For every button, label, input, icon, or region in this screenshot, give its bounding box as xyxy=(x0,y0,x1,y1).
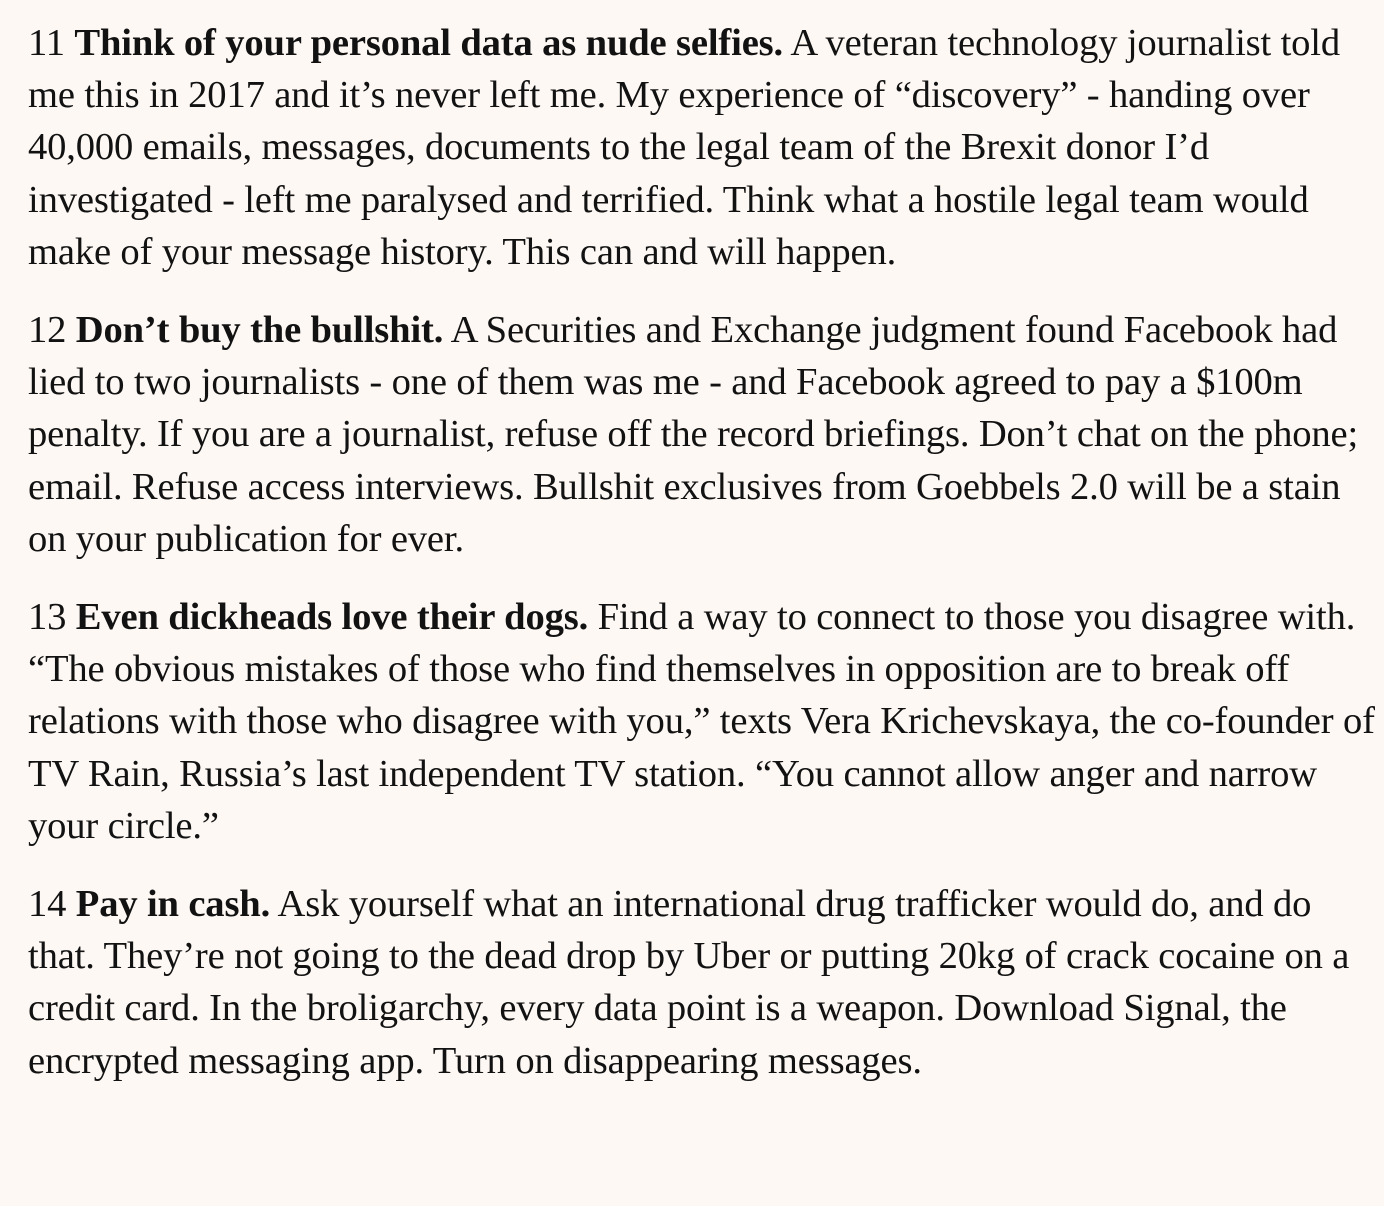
list-item-14 xyxy=(28,878,1384,1087)
item-number: 11 xyxy=(28,22,65,64)
item-body: A veteran technology journalist told me this in 2017 and it’s never left me. My experience of “discovery” - handing over 40,000 emails, messages, documents to the legal team of the Brexit donor I’d investigated - left me paralysed and terrified. Think what a hostile legal team would make of your message history. This can and will happen. xyxy=(28,22,1340,273)
list-item-13 xyxy=(28,591,1384,852)
item-body: Ask yourself what an international drug trafficker would do, and do that. They’re not going to the dead drop by Uber or putting 20kg of crack cocaine on a credit card. In the broligarchy, every data point is a weapon. Download Signal, the encrypted messaging app. Turn on disappearing messages. xyxy=(28,883,1350,1082)
item-number: 12 xyxy=(28,309,67,352)
item-heading: Even dickheads love their dogs. xyxy=(75,596,589,639)
list-item-12 xyxy=(28,304,1384,565)
item-body: Find a way to connect to those you disagree with. “The obvious mistakes of those who find themselves in opposition are to break off relations with those who disagree with you,” texts Vera Krichevskaya, the co-founder of TV Rain, Russia’s last independent TV station. “You cannot allow anger and narrow your circle.” xyxy=(28,596,1375,847)
item-heading: Don’t buy the bullshit. xyxy=(75,309,444,352)
list-item-11 xyxy=(28,17,1384,278)
article-body xyxy=(28,17,1384,1113)
item-number: 13 xyxy=(28,596,67,639)
item-body: A Securities and Exchange judgment found Facebook had lied to two journalists - one of them was me - and Facebook agreed to pay a $100m penalty. If you are a journalist, refuse off the record briefings. Don’t chat on the phone; email. Refuse access interviews. Bullshit exclusives from Goebbels 2.0 will be a stain on your publication for ever. xyxy=(28,309,1359,560)
item-heading: Think of your personal data as nude selfies. xyxy=(74,22,784,64)
item-heading: Pay in cash. xyxy=(75,883,271,926)
item-number: 14 xyxy=(28,883,67,926)
